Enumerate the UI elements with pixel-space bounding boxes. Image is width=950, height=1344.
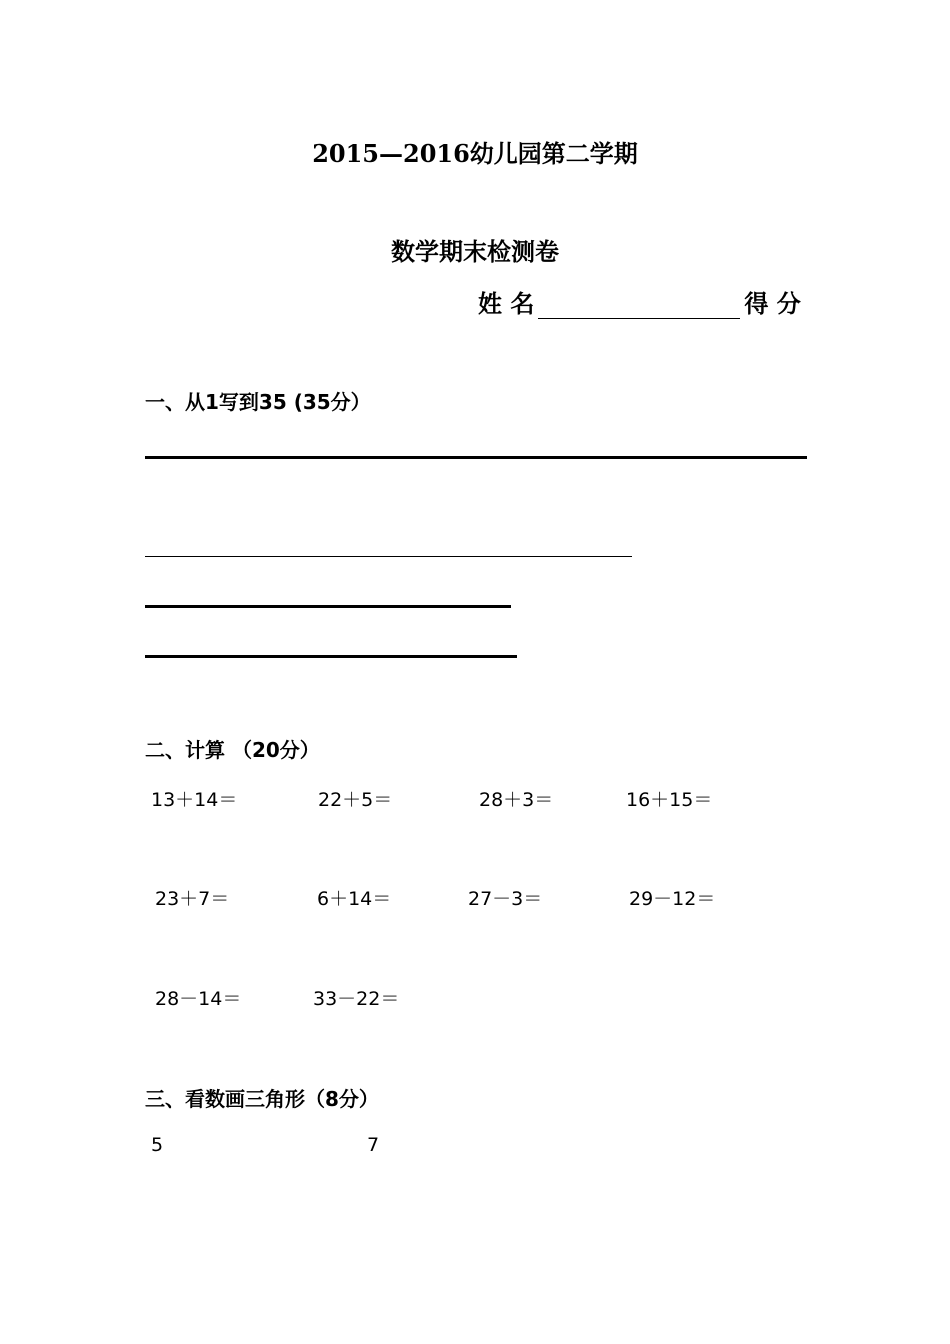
writing-line-1[interactable] [145,456,807,459]
calc-problem: 28－14＝ [155,988,242,1010]
score-label: 得 分 [744,290,801,318]
section-1-heading: 一、从1写到35 (35分） [145,390,371,414]
calc-problem: 28＋3＝ [479,789,554,811]
name-label: 姓 名 [478,290,535,318]
calc-problem: 23＋7＝ [155,888,230,910]
calc-problem: 29－12＝ [629,888,716,910]
triangle-count-label: 5 [151,1134,164,1156]
name-blank-line[interactable] [538,294,740,319]
writing-line-3[interactable] [145,605,511,608]
calc-problem: 6＋14＝ [317,888,392,910]
section-2-heading: 二、计算 （20分） [145,738,320,762]
name-score-row [478,284,801,319]
calc-problem: 13＋14＝ [151,789,238,811]
title-line-1: 2015—2016幼儿园第二学期 [312,139,638,168]
calc-problem: 22＋5＝ [318,789,393,811]
writing-line-2[interactable] [145,556,632,557]
calc-problem: 16＋15＝ [626,789,713,811]
triangle-count-label: 7 [367,1134,380,1156]
calc-problem: 33－22＝ [313,988,400,1010]
section-3-heading: 三、看数画三角形（8分） [145,1087,379,1111]
writing-line-4[interactable] [145,655,517,658]
calc-problem: 27－3＝ [468,888,543,910]
title-line-2: 数学期末检测卷 [391,238,559,266]
